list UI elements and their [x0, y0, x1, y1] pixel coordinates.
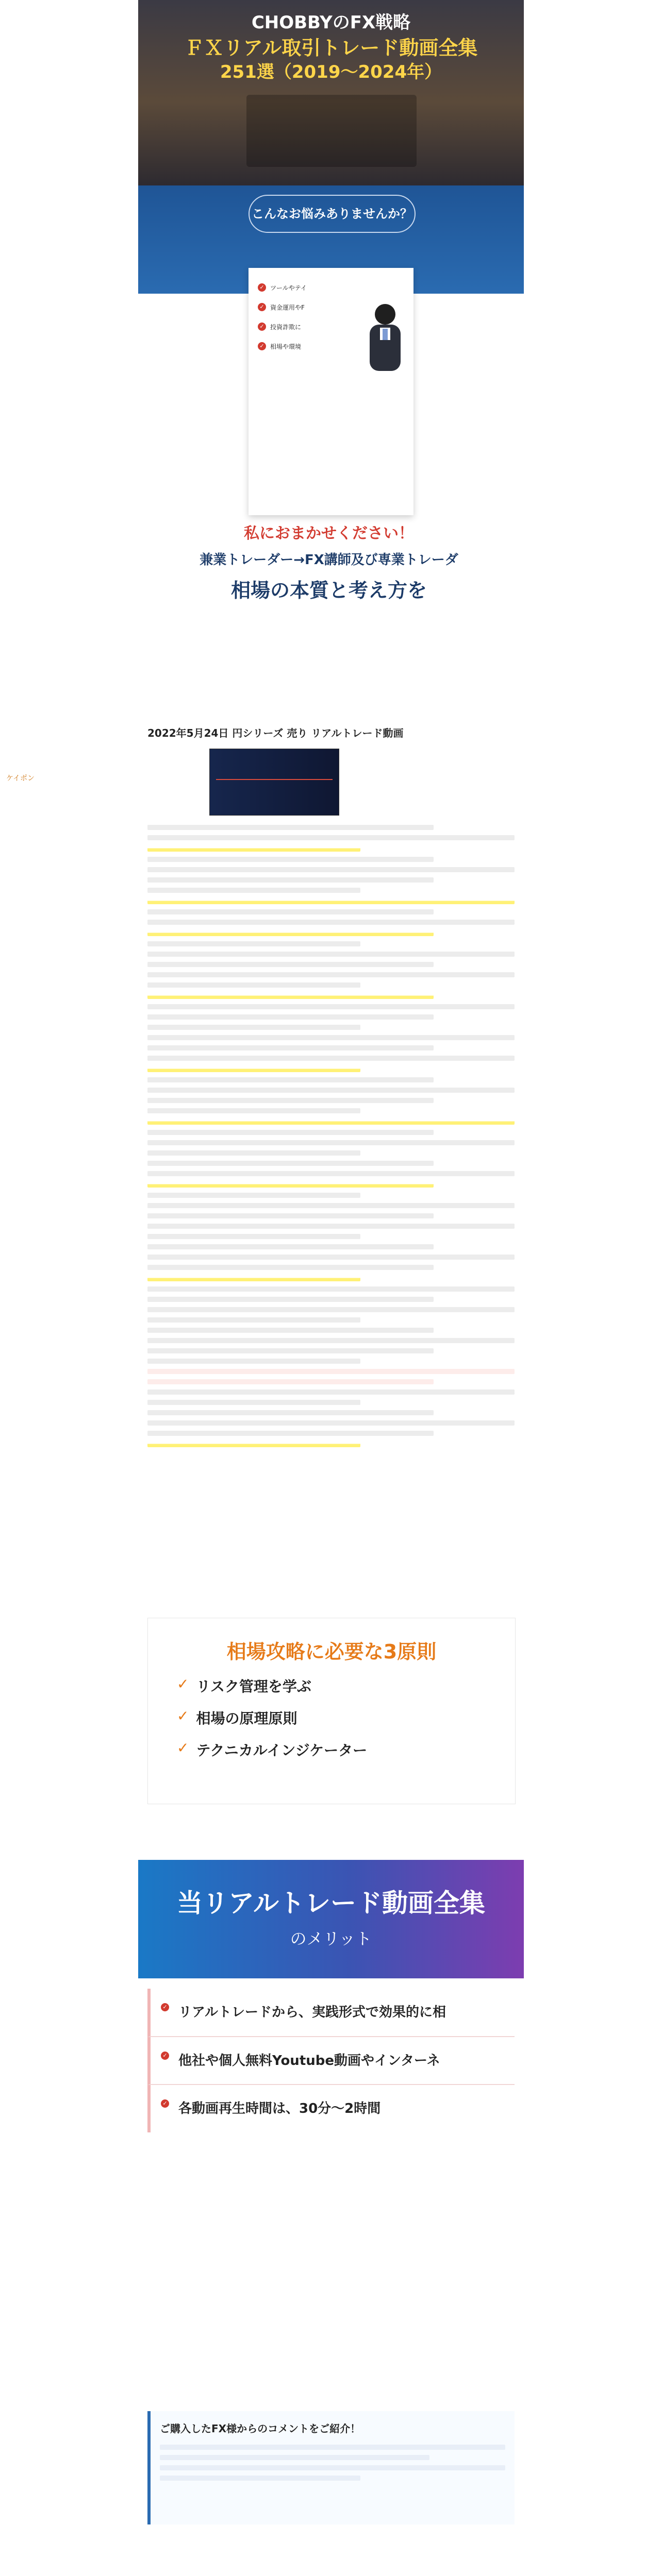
- merit-item: [147, 1989, 515, 2037]
- worry-item-text: 相場や環境: [270, 343, 302, 350]
- check-icon: ✓: [258, 283, 266, 292]
- hero-title-2: ＦＸリアル取引トレード動画全集: [184, 37, 478, 59]
- worry-item: [258, 283, 356, 293]
- check-icon: ✓: [161, 2052, 169, 2060]
- hero-meta-panel: [246, 95, 417, 167]
- check-icon: ✓: [258, 303, 266, 311]
- comments-body: [160, 2445, 505, 2481]
- merit-item: [147, 2037, 515, 2086]
- principles-box: [147, 1618, 516, 1804]
- side-note: ケイポン: [6, 774, 35, 783]
- merit-card: [147, 1989, 515, 2298]
- principle-text: テクニカルインジケーター: [196, 1742, 368, 1759]
- trust-lead: 私におまかせください！: [244, 524, 414, 543]
- check-icon: ✓: [258, 342, 266, 350]
- check-icon: ✓: [161, 2099, 169, 2108]
- trust-line-1: 兼業トレーダー→FX講師及び専業トレーダ: [200, 552, 458, 568]
- principle-item: [177, 1675, 515, 1696]
- merit-text: 各動画再生時間は、30分〜2時間: [178, 2101, 381, 2117]
- article-body: [147, 825, 515, 1447]
- check-icon: ✓: [258, 323, 266, 331]
- article-heading: 2022年5月24日 円シリーズ 売り リアルトレード動画: [147, 727, 404, 739]
- landing-page: [138, 0, 524, 2576]
- principles-title: 相場攻略に必要な3原則: [226, 1640, 437, 1663]
- trust-section: [174, 520, 484, 726]
- principle-item: [177, 1707, 515, 1728]
- video-thumbnail[interactable]: [209, 749, 339, 816]
- worried-person-illustration: [362, 299, 408, 381]
- worry-item: [258, 323, 356, 332]
- check-icon: ✓: [177, 1675, 189, 1692]
- hero-title: CHOBBYのFX戦略: [251, 12, 411, 33]
- hero-title-3: 251選（2019〜2024年）: [220, 62, 442, 82]
- worry-item-text: 資金運用やF: [270, 304, 305, 311]
- check-icon: ✓: [177, 1739, 189, 1756]
- worry-heading: こんなお悩みありませんか？: [249, 195, 416, 233]
- principle-text: リスク管理を学ぶ: [196, 1678, 311, 1695]
- merit-banner: [138, 1860, 524, 1978]
- worry-list: [258, 283, 356, 362]
- principle-item: [177, 1739, 515, 1760]
- check-icon: ✓: [177, 1707, 189, 1724]
- worry-item-text: ツールやテイ: [270, 284, 307, 292]
- comments-box: [147, 2411, 515, 2524]
- worry-card: [249, 268, 413, 515]
- merit-item: [147, 2085, 515, 2132]
- trust-line-2: 相場の本質と考え方を: [230, 579, 427, 602]
- principle-text: 相場の原理原則: [196, 1710, 297, 1727]
- worry-item: [258, 342, 356, 351]
- hero-banner: [138, 0, 524, 185]
- merit-text: 他社や個人無料Youtube動画やインターネ: [178, 2053, 440, 2069]
- worry-item: [258, 303, 356, 312]
- merit-text: リアルトレードから、実践形式で効果的に相: [178, 2005, 446, 2020]
- merit-title: 当リアルトレード動画全集: [177, 1888, 485, 1918]
- merit-subtitle: のメリット: [290, 1929, 372, 1948]
- check-icon: ✓: [161, 2003, 169, 2011]
- worry-item-text: 投資詐欺に: [270, 324, 302, 331]
- comments-title: ご購入したFX様からのコメントをご紹介！: [160, 2422, 361, 2435]
